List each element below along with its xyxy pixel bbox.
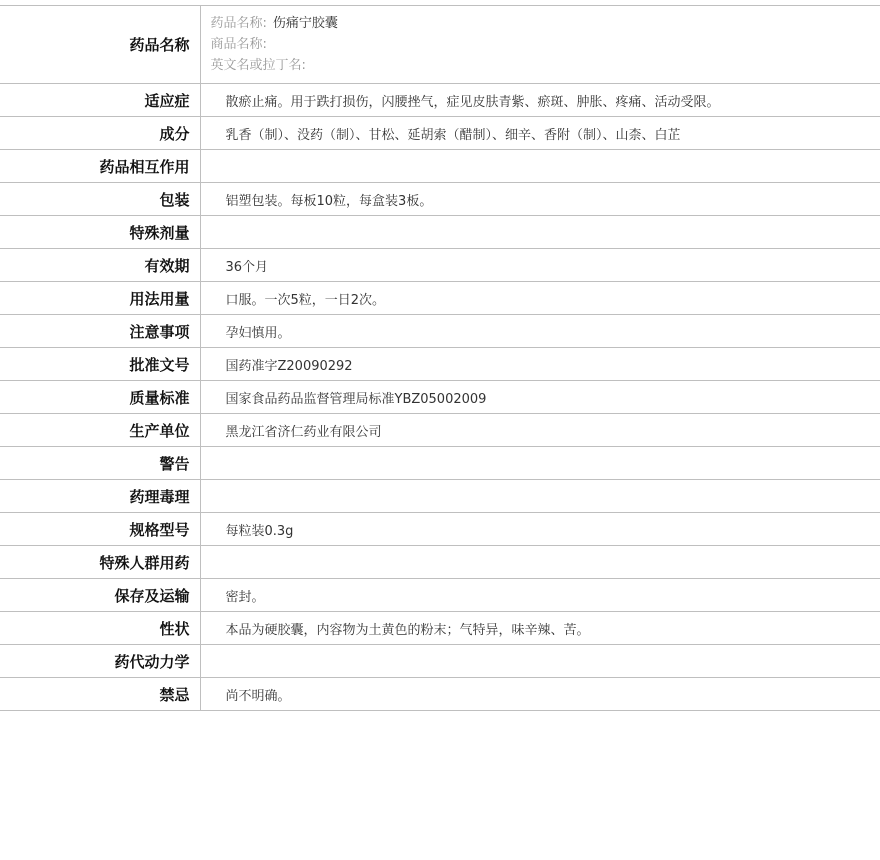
spec-value: 乳香（制）、没药（制）、甘松、延胡索（醋制）、细辛、香附（制）、山柰、白芷 [225,127,681,143]
spec-label: 注意事项 [0,315,200,348]
spec-row [0,117,880,150]
spec-row [0,480,880,513]
trade-name-label: 商品名称: [210,37,267,52]
generic-name-label: 药品名称: [210,16,267,31]
spec-row [0,381,880,414]
spec-label: 药品名称 [0,6,200,84]
generic-name-value: 伤痛宁胶囊 [272,16,338,31]
spec-row [0,579,880,612]
spec-value: 孕妇慎用。 [225,325,291,341]
spec-value [200,645,880,678]
spec-value: 每粒装0.3g [225,523,294,539]
spec-row [0,150,880,183]
spec-label: 成分 [0,117,200,150]
spec-label: 特殊人群用药 [0,546,200,579]
spec-label: 药品相互作用 [0,150,200,183]
spec-label: 药理毒理 [0,480,200,513]
spec-value [200,480,880,513]
spec-label: 批准文号 [0,348,200,381]
spec-value: 尚不明确。 [225,688,291,704]
spec-row-drug-name [0,6,880,84]
spec-row [0,414,880,447]
spec-label: 规格型号 [0,513,200,546]
spec-row [0,678,880,711]
spec-value: 黑龙江省济仁药业有限公司 [225,424,382,440]
spec-label: 质量标准 [0,381,200,414]
spec-label: 保存及运输 [0,579,200,612]
spec-label: 禁忌 [0,678,200,711]
spec-row [0,645,880,678]
spec-row [0,348,880,381]
spec-value [200,150,880,183]
spec-row [0,447,880,480]
spec-value [200,447,880,480]
spec-label: 包装 [0,183,200,216]
spec-value [200,546,880,579]
spec-row [0,513,880,546]
spec-label: 有效期 [0,249,200,282]
spec-label: 用法用量 [0,282,200,315]
drug-spec-table [0,5,880,711]
generic-name-line [211,13,880,34]
trade-name-line [211,34,880,55]
spec-label: 生产单位 [0,414,200,447]
spec-label: 适应症 [0,84,200,117]
spec-label: 警告 [0,447,200,480]
spec-value: 密封。 [225,589,265,605]
spec-value: 国药准字Z20090292 [225,358,353,374]
spec-value: 36个月 [225,259,269,275]
spec-value [200,6,880,84]
spec-row [0,315,880,348]
english-name-line [211,55,880,76]
spec-row [0,84,880,117]
spec-label: 特殊剂量 [0,216,200,249]
spec-table-body [0,6,880,711]
spec-row [0,612,880,645]
spec-row [0,183,880,216]
spec-value: 本品为硬胶囊，内容物为土黄色的粉末；气特异，味辛辣、苦。 [225,622,590,638]
spec-value: 铝塑包装。每板10粒，每盒装3板。 [225,193,433,209]
spec-label: 性状 [0,612,200,645]
spec-value: 散瘀止痛。用于跌打损伤，闪腰挫气，症见皮肤青紫、瘀斑、肿胀、疼痛、活动受限。 [225,94,720,110]
spec-row [0,282,880,315]
spec-value: 国家食品药品监督管理局标准YBZ05002009 [225,391,487,407]
english-name-label: 英文名或拉丁名: [210,58,306,73]
spec-value [200,216,880,249]
spec-row [0,249,880,282]
spec-value: 口服。一次5粒，一日2次。 [225,292,386,308]
spec-row [0,216,880,249]
spec-label: 药代动力学 [0,645,200,678]
spec-row [0,546,880,579]
